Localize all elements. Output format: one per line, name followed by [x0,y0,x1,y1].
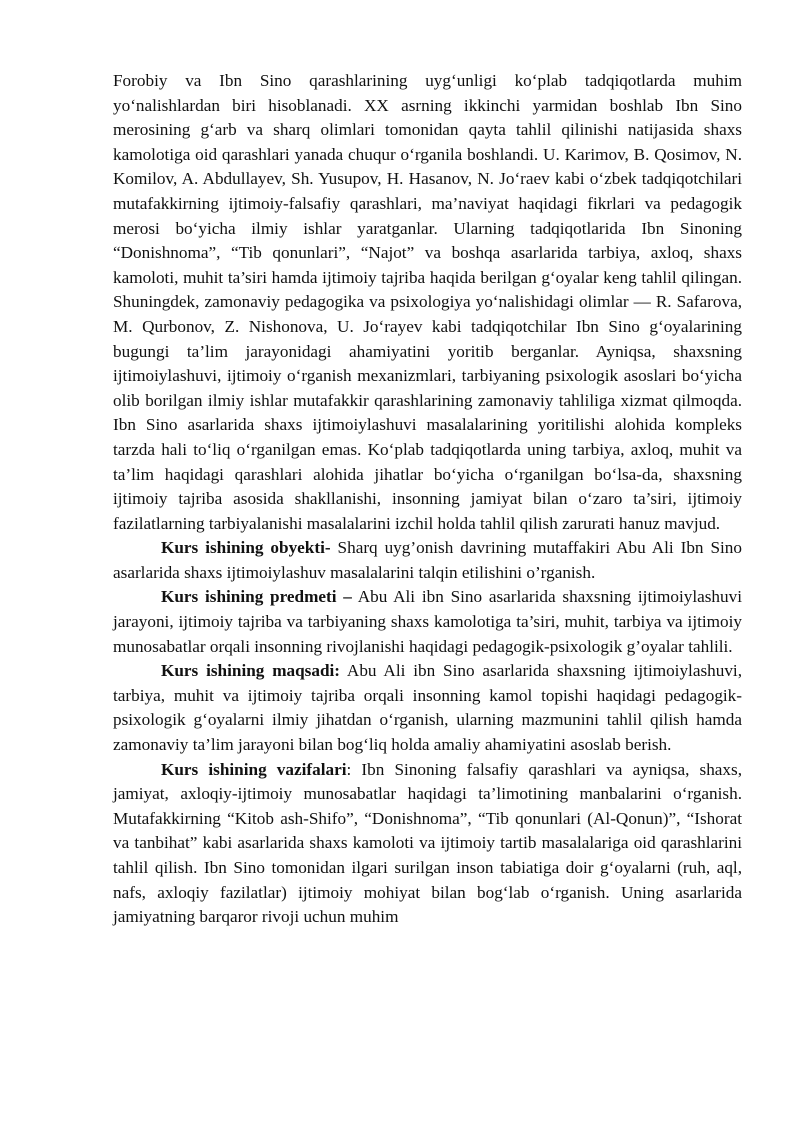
paragraph-label: Kurs ishining predmeti – [161,587,352,607]
paragraph-text: : Ibn Sinoning falsafiy qarashlari va ayniqsa, shaxs, jamiyat, axloqiy-ijtimoiy munosabatlar haqidagi ta’limotining manbalarini o‘rganish. Mutafakkirning “Kitob ash-Shifo”, “Donishnoma”, “Tib qonunlari (Al-Qonun)”, “Ishorat va tanbihat” kabi asarlarida shaxs kamoloti va ijtimoiy tartib masalalariga oid qarashlarini tahlil qilish. Ibn Sino tomonidan ilgari surilgan inson tabiatiga doir g‘oyalarni (ruh, aql, nafs, axloqiy fazilatlar) ijtimoiy mohiyat bilan bog‘lab o‘rganish. Uning asarlarida jamiyatning barqaror rivoji uchun muhim [113,759,742,927]
paragraph-label: Kurs ishining obyekti- [161,538,331,558]
paragraph-label: Kurs ishining vazifalari [161,759,347,779]
document-page [113,69,742,930]
paragraph-tasks [113,758,742,930]
paragraph-text: Abu Ali ibn Sino asarlarida shaxsning ijtimoiylashuvi, tarbiya, muhit va ijtimoiy tajriba orqali insonning kamol topishi haqidagi pedagogik-psixologik g‘oyalarni ilmiy jihatdan o‘rganish, ularning mazmunini tahlil qilish hamda zamonaviy ta’lim jarayoni bilan bog‘liq holda amaliy ahamiyatini asoslab berish. [113,661,742,755]
paragraph-object [113,536,742,585]
paragraph-text: Sharq uyg’onish davrining mutaffakiri Abu Ali Ibn Sino asarlarida shaxs ijtimoiylashuv masalalarini talqin etilishini o’rganish. [113,538,742,582]
paragraph-text: Abu Ali ibn Sino asarlarida shaxsning ijtimoiylashuvi jarayoni, ijtimoiy tajriba va tarbiyaning shaxs kamolotiga ta’siri, muhit, tarbiya va ijtimoiy munosabatlar orqali insonning rivojlanishi haqidagi pedagogik-psixologik g’oyalar tahlili. [113,587,742,656]
paragraph-literature-review [113,69,742,536]
paragraph-subject [113,585,742,659]
paragraph-label: Kurs ishining maqsadi: [161,661,341,681]
paragraph-goal [113,659,742,757]
paragraph-text: Forobiy va Ibn Sino qarashlarining uyg‘unligi ko‘plab tadqiqotlarda muhim yo‘nalishlardan biri hisoblanadi. XX asrning ikkinchi yarmidan boshlab Ibn Sino merosining g‘arb va sharq olimlari tomonidan qayta tahlil qilinishi natijasida shaxs kamolotiga oid qarashlari yanada chuqur o‘rganila boshlandi. U. Karimov, B. Qosimov, N. Komilov, A. Abdullayev, Sh. Yusupov, H. Hasanov, N. Jo‘raev kabi o‘zbek tadqiqotchilari mutafakkirning ijtimoiy-falsafiy qarashlari, ma’naviyat haqidagi fikrlari va pedagogik merosi bo‘yicha ilmiy ishlar yaratganlar. Ularning tadqiqotlarida Ibn Sinoning “Donishnoma”, “Tib qonunlari”, “Najot” va boshqa asarlarida tarbiya, axloq, shaxs kamoloti, muhit ta’siri hamda ijtimoiy tajriba haqida berilgan g‘oyalar keng tahlil qilingan. Shuningdek, zamonaviy pedagogika va psixologiya yo‘nalishidagi olimlar — R. Safarova, M. Qurbonov, Z. Nishonova, U. Jo‘rayev kabi tadqiqotchilar Ibn Sino g‘oyalarining bugungi ta’lim jarayonidagi ahamiyatini yoritib berganlar. Ayniqsa, shaxsning ijtimoiylashuvi, ijtimoiy o‘rganish mexanizmlari, tarbiyaning psixologik asoslari bo‘yicha olib borilgan ilmiy ishlar mutafakkir qarashlarining zamonaviy tahliliga xizmat qilmoqda. Ibn Sino asarlarida shaxs ijtimoiylashuvi masalalarining yoritilishi alohida kompleks tarzda hali to‘liq o‘rganilgan emas. Ko‘plab tadqiqotlarda uning tarbiya, axloq, muhit va ta’lim haqidagi qarashlari alohida jihatlar bo‘yicha o‘rganilgan bo‘lsa-da, shaxsning ijtimoiy tajriba asosida shakllanishi, insonning jamiyat bilan o‘zaro ta’siri, ijtimoiy fazilatlarning tarbiyalanishi masalalarini izchil holda tahlil qilish zarurati hanuz mavjud. [113,71,742,533]
